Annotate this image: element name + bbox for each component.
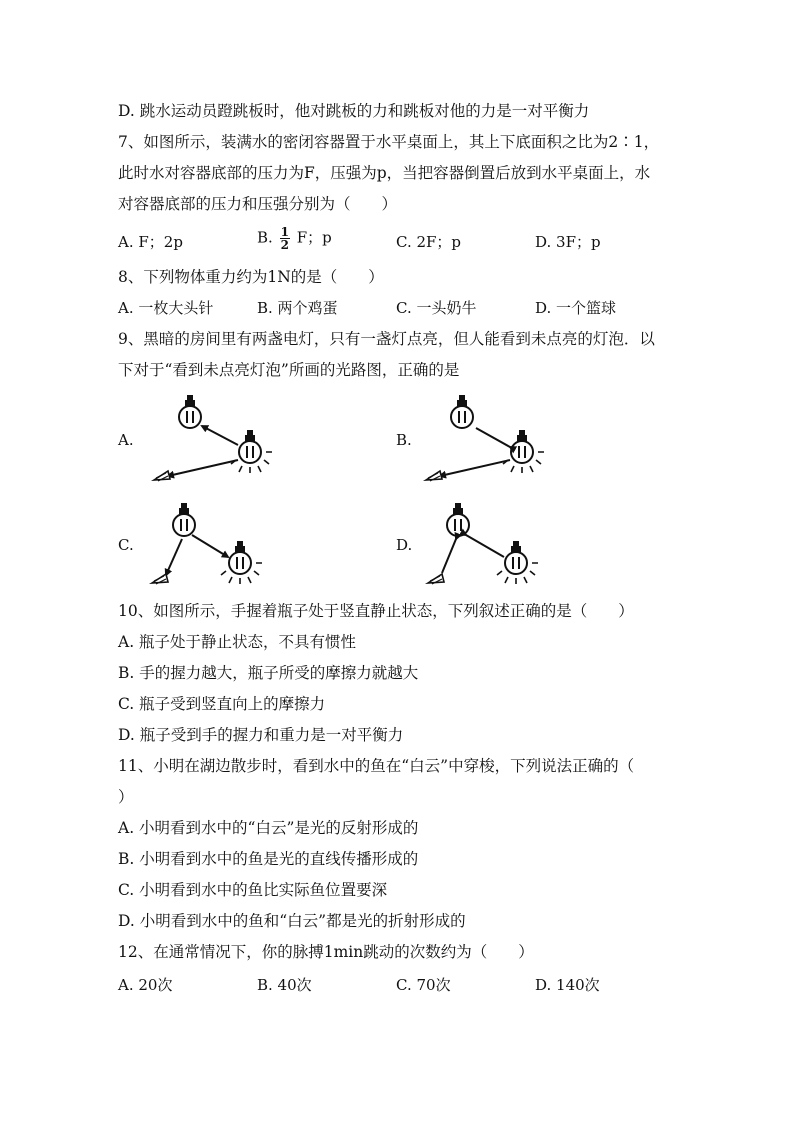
- light-ray: [202, 426, 238, 445]
- light-ray: [166, 539, 182, 575]
- q7-option-d: D. 3F；p: [535, 233, 601, 251]
- one-half-fraction: [280, 226, 290, 251]
- q6-option-d: D. 跳水运动员蹬跳板时，他对跳板的力和跳板对他的力是一对平衡力: [118, 102, 590, 120]
- eye-icon: [428, 574, 444, 584]
- q10-option-c: C. 瓶子受到竖直向上的摩擦力: [118, 695, 326, 713]
- q7-option-a: A. F；2p: [118, 233, 183, 251]
- q11-option-b: B. 小明看到水中的鱼是光的直线传播形成的: [118, 850, 419, 868]
- q9-label-c: C.: [118, 536, 134, 554]
- eye-icon: [426, 471, 442, 481]
- q9-figure-a: [140, 390, 290, 490]
- lit-bulb-icon: [221, 541, 262, 584]
- unlit-bulb-icon: [447, 503, 469, 536]
- q12-option-b: B. 40次: [257, 976, 312, 994]
- q9-figure-b: [418, 390, 568, 490]
- q8-stem: 8、下列物体重力约为1N的是（ ）: [118, 268, 384, 286]
- light-ray: [168, 460, 238, 476]
- q8-option-c: C. 一头奶牛: [396, 299, 477, 317]
- unlit-bulb-icon: [451, 395, 473, 428]
- q8-option-a: A. 一枚大头针: [118, 299, 214, 317]
- q7-option-c: C. 2F；p: [396, 233, 462, 251]
- q11-option-d: D. 小明看到水中的鱼和“白云”都是光的折射形成的: [118, 912, 466, 930]
- q10-option-b: B. 手的握力越大，瓶子所受的摩擦力就越大: [118, 664, 419, 682]
- q12-stem: 12、在通常情况下，你的脉搏1min跳动的次数约为（ ）: [118, 943, 534, 961]
- lit-bulb-icon: [231, 430, 272, 473]
- q7-stem-line3: 对容器底部的压力和压强分别为（ ）: [118, 195, 398, 213]
- q9-label-d: D.: [396, 536, 413, 554]
- q12-option-c: C. 70次: [396, 976, 451, 994]
- fraction-numerator: 1: [280, 225, 289, 239]
- light-ray: [442, 539, 456, 573]
- unlit-bulb-icon: [179, 395, 201, 428]
- q7-option-b-suffix: F；p: [296, 228, 332, 247]
- light-ray: [466, 535, 504, 557]
- q11-stem-line1: 11、小明在湖边散步时，看到水中的鱼在“白云”中穿梭，下列说法正确的（: [118, 757, 635, 775]
- eye-icon: [154, 471, 170, 481]
- q11-option-c: C. 小明看到水中的鱼比实际鱼位置要深: [118, 881, 388, 899]
- q9-figure-c: [140, 495, 290, 595]
- q7-option-b-prefix: B.: [257, 228, 273, 247]
- q7-option-b: [257, 226, 332, 251]
- eye-icon: [152, 574, 168, 584]
- q8-option-d: D. 一个篮球: [535, 299, 617, 317]
- lit-bulb-icon: [497, 541, 538, 584]
- q10-stem: 10、如图所示，手握着瓶子处于竖直静止状态，下列叙述正确的是（ ）: [118, 602, 634, 620]
- q11-stem-line2: ）: [118, 788, 134, 806]
- q9-label-a: A.: [118, 431, 134, 449]
- q11-option-a: A. 小明看到水中的“白云”是光的反射形成的: [118, 819, 419, 837]
- lit-bulb-icon: [503, 430, 544, 473]
- light-ray: [192, 535, 228, 557]
- q9-stem-line2: 下对于“看到未点亮灯泡”所画的光路图，正确的是: [118, 361, 460, 379]
- q8-option-b: B. 两个鸡蛋: [257, 299, 338, 317]
- q10-option-d: D. 瓶子受到手的握力和重力是一对平衡力: [118, 726, 404, 744]
- q12-option-d: D. 140次: [535, 976, 600, 994]
- q7-stem-line1: 7、如图所示，装满水的密闭容器置于水平桌面上，其上下底面积之比为2∶1，: [118, 133, 660, 151]
- q9-figure-d: [418, 495, 568, 595]
- q10-option-a: A. 瓶子处于静止状态，不具有惯性: [118, 633, 357, 651]
- q12-option-a: A. 20次: [118, 976, 173, 994]
- q9-stem-line1: 9、黑暗的房间里有两盏电灯，只有一盏灯点亮，但人能看到未点亮的灯泡．以: [118, 330, 655, 348]
- light-ray: [476, 428, 510, 447]
- q7-stem-line2: 此时水对容器底部的压力为F，压强为p，当把容器倒置后放到水平桌面上，水: [118, 164, 651, 182]
- unlit-bulb-icon: [173, 503, 195, 536]
- light-ray: [440, 460, 510, 476]
- q9-label-b: B.: [396, 431, 412, 449]
- fraction-denominator: 2: [280, 238, 289, 252]
